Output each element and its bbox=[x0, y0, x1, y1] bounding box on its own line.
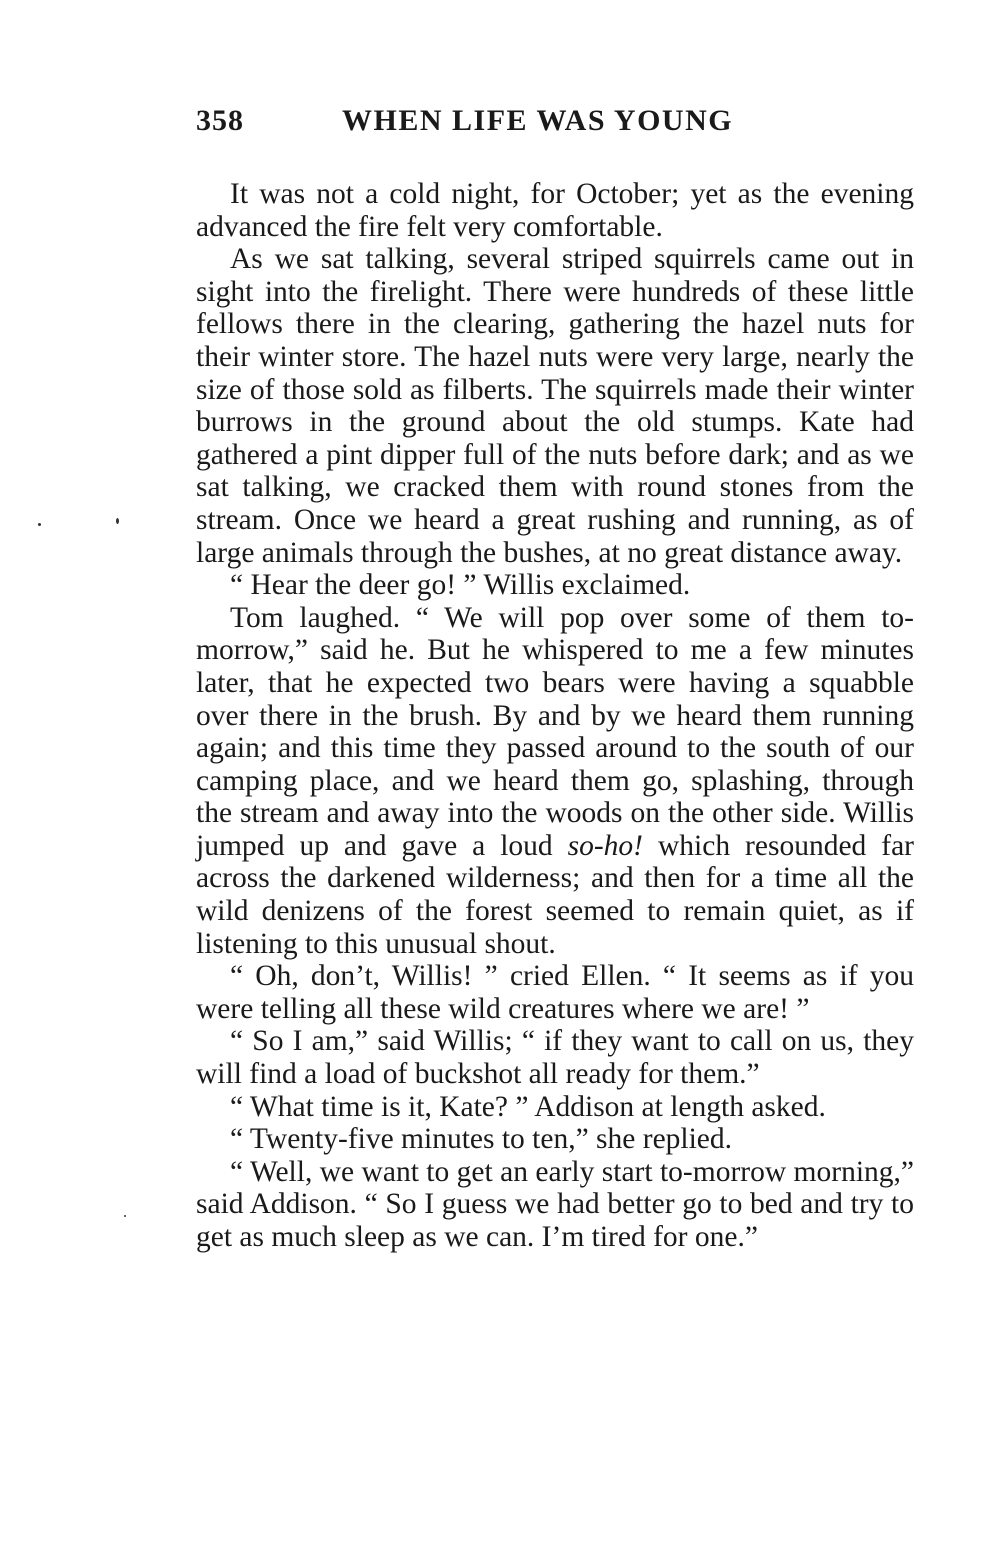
running-head bbox=[196, 104, 916, 154]
paragraph: It was not a cold night, for October; yet as the evening advanced the fire felt very comfortable. bbox=[196, 178, 914, 243]
paragraph-continuation: which resounded far across the darkened wilderness; and then for a time all the wild denizens of the forest seemed to remain quiet, as if listening to this unusual shout. bbox=[196, 829, 914, 960]
paragraph: “ Hear the deer go! ” Willis exclaimed. bbox=[230, 569, 691, 602]
paragraph-text: Tom laughed. “ We will pop over some of them to-morrow,” said he. But he whispered to me a few minutes later, that he expected two bears were having a squabble over there in the brush. By and by we heard them running again; and this time they passed around to the south of our camping place, and we heard them go, splashing, through the stream and away into the woods on the other side. Willis jumped up and gave a loud bbox=[196, 601, 914, 862]
paragraph bbox=[196, 602, 914, 961]
book-title: WHEN LIFE WAS YOUNG bbox=[342, 104, 734, 137]
paragraph: “ What time is it, Kate? ” Addison at length asked. bbox=[230, 1090, 826, 1123]
paragraph: “ Oh, don’t, Willis! ” cried Ellen. “ It seems as if you were telling all these wild creatures where we are! ” bbox=[196, 960, 914, 1025]
scan-speck bbox=[38, 523, 41, 526]
paragraph: As we sat talking, several striped squirrels came out in sight into the firelight. There were hundreds of these little fellows there in the clearing, gathering the hazel nuts for their winter store. The hazel nuts were very large, nearly the size of those sold as filberts. The squirrels made their winter burrows in the ground about the old stumps. Kate had gathered a pint dipper full of the nuts before dark; and as we sat talking, we cracked them with round stones from the stream. Once we heard a great rushing and running, as of large animals through the bushes, at no great distance away. bbox=[196, 243, 914, 569]
scan-speck bbox=[116, 518, 119, 524]
paragraph: “ Well, we want to get an early start to-morrow morning,” said Addison. “ So I guess we had better go to bed and try to get as much sleep as we can. I’m tired for one.” bbox=[196, 1155, 914, 1253]
page-number: 358 bbox=[196, 104, 244, 137]
body-text bbox=[196, 178, 914, 1254]
paragraph: “ Twenty-five minutes to ten,” she replied. bbox=[230, 1123, 733, 1156]
scan-speck bbox=[124, 1215, 126, 1217]
italic-exclamation: so-ho! bbox=[567, 829, 644, 862]
paragraph: “ So I am,” said Willis; “ if they want to call on us, they will find a load of buckshot all ready for them.” bbox=[196, 1025, 914, 1091]
